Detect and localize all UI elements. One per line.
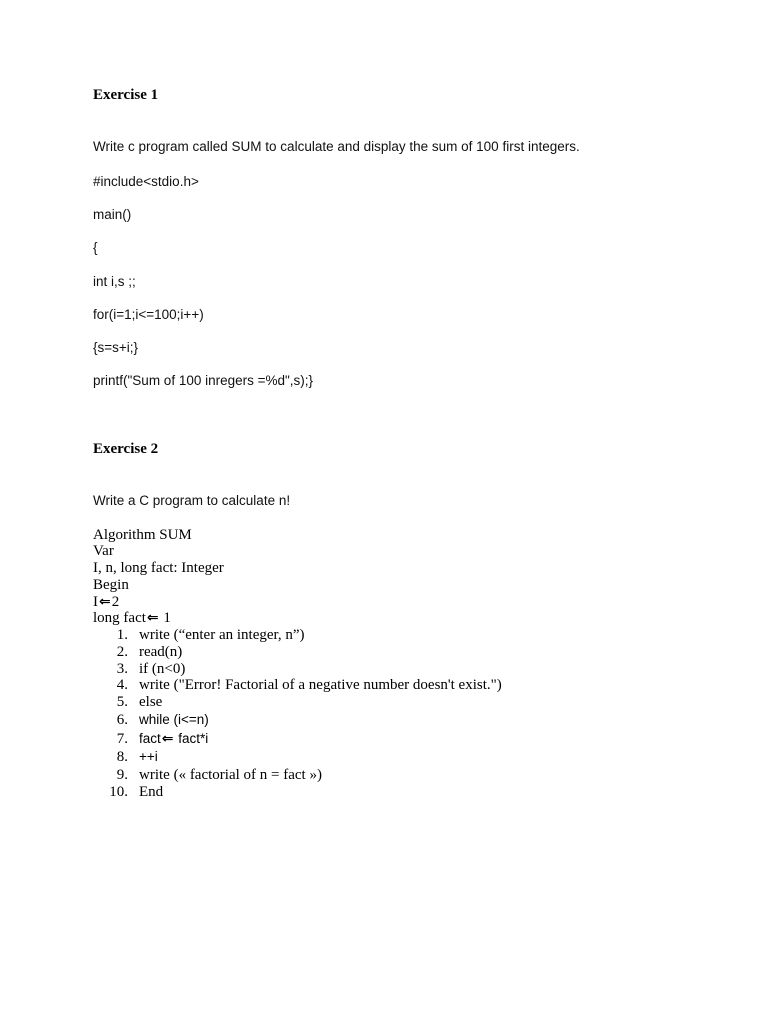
step-number: 1.	[116, 627, 128, 643]
code-line: {s=s+i;}	[93, 340, 139, 355]
step-number: 10.	[109, 784, 128, 800]
code-line: int i,s ;;	[93, 274, 136, 289]
step-number: 5.	[116, 694, 128, 710]
step-text-right: fact*i	[174, 731, 209, 746]
step-number: 9.	[116, 767, 128, 783]
step-text-left: fact	[139, 731, 161, 746]
init-i-value: 2	[111, 594, 120, 610]
algorithm-var: Var	[93, 543, 114, 559]
code-line: for(i=1;i<=100;i++)	[93, 307, 204, 322]
list-item	[93, 767, 573, 784]
step-text: if (n<0)	[139, 661, 186, 677]
algorithm-title: Algorithm SUM	[93, 527, 192, 543]
step-text: End	[139, 784, 164, 800]
code-line: printf("Sum of 100 inregers =%d",s);}	[93, 373, 314, 388]
exercise-1-description: Write c program called SUM to calculate and display the sum of 100 first integers.	[93, 139, 580, 154]
list-item	[93, 784, 573, 801]
algorithm-begin: Begin	[93, 577, 129, 593]
exercise-1-heading: Exercise 1	[93, 87, 159, 103]
code-line: #include<stdio.h>	[93, 174, 199, 189]
step-text: write (“enter an integer, n”)	[139, 627, 305, 643]
left-arrow-icon: ⇐	[99, 594, 111, 610]
step-text: write (« factorial of n = fact »)	[139, 767, 322, 783]
init-i-label: I	[93, 594, 98, 610]
list-item	[93, 712, 573, 729]
code-line: {	[93, 240, 98, 255]
step-text: write ("Error! Factorial of a negative number doesn't exist.")	[139, 677, 502, 693]
step-text: read(n)	[139, 644, 183, 660]
list-item	[93, 661, 573, 678]
list-item	[93, 627, 573, 644]
algorithm-declaration: I, n, long fact: Integer	[93, 560, 224, 576]
step-text: else	[139, 694, 163, 710]
list-item	[93, 694, 573, 711]
init-fact-value: 1	[159, 610, 171, 626]
step-text: ++i	[139, 749, 158, 764]
exercise-2-heading: Exercise 2	[93, 441, 159, 457]
step-text: while (i<=n)	[139, 712, 209, 727]
list-item	[93, 731, 573, 748]
left-arrow-icon: ⇐	[146, 610, 159, 626]
algorithm-init-fact	[93, 610, 171, 627]
left-arrow-icon: ⇐	[161, 731, 174, 747]
step-number: 7.	[116, 731, 128, 747]
code-line: main()	[93, 207, 132, 222]
list-item	[93, 644, 573, 661]
list-item	[93, 749, 573, 766]
step-number: 6.	[116, 712, 128, 728]
list-item	[93, 677, 573, 694]
algorithm-init-i	[93, 594, 119, 611]
step-number: 2.	[116, 644, 128, 660]
step-number: 3.	[116, 661, 128, 677]
exercise-2-description: Write a C program to calculate n!	[93, 493, 291, 508]
step-number: 4.	[116, 677, 128, 693]
step-text	[139, 731, 208, 747]
step-number: 8.	[116, 749, 128, 765]
init-fact-label: long fact	[93, 610, 146, 626]
